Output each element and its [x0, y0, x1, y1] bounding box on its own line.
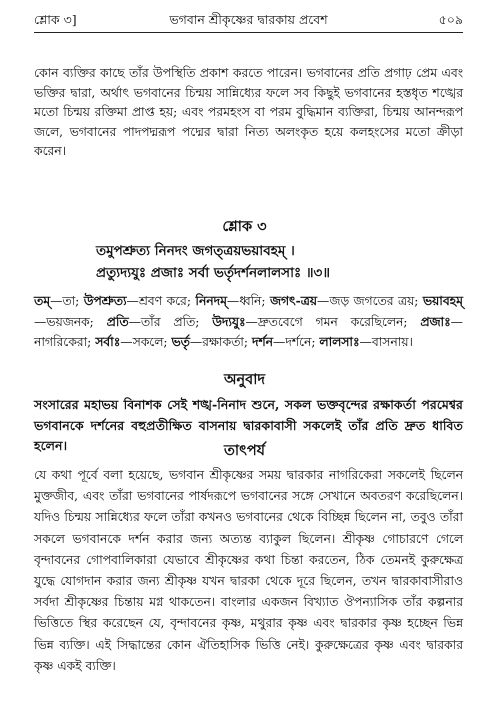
purport-paragraph: যে কথা পূর্বে বলা হয়েছে, ভগবান শ্রীকৃষ্ণের সময় দ্বারকার নাগরিকেরা সকলেই ছিলেন মুক্তজীব, এবং তাঁরা ভগবানের পার্ষদরূপে ভগবানের সঙ্গে সেখানে অবতরণ করেছিলেন। যদিও চিন্ময় সান্নিধ্যের ফলে তাঁরা কখনও ভগবানের থেকে বিচ্ছিন্ন ছিলেন না, তবুও তাঁরা সকলে ভগবানকে দর্শন করার জন্য অত্যন্ত ব্যাকুল ছিলেন। শ্রীকৃষ্ণ গোচারণে গেলে বৃন্দাবনের গোপবালিকারা যেভাবে শ্রীকৃষ্ণের কথা চিন্তা করতেন, ঠিক তেমনই কুরুক্ষেত্র যুদ্ধে যোগদান করার জন্য শ্রীকৃষ্ণ যখন দ্বারকা থেকে দূরে ছিলেন, তখন দ্বারকাবাসীরাও সর্বদা শ্রীকৃষ্ণের চিন্তায় মগ্ন থাকতেন। বাংলার একজন বিখ্যাত ঔপন্যাসিক তাঁর কল্পনার ভিত্তিতে স্থির করেছেন যে, বৃন্দাবনের কৃষ্ণ, মথুরার কৃষ্ণ এবং দ্বারকার কৃষ্ণ হচ্ছেন ভিন্ন ভিন্ন ব্যক্তি। এই সিদ্ধান্তের কোন ঐতিহাসিক ভিত্তি নেই। কুরুক্ষেত্রের কৃষ্ণ এবং দ্বারকার কৃষ্ণ একই ব্যক্তি।	[34, 468, 463, 673]
translation-heading: অনুবাদ	[223, 371, 266, 388]
synonym-meaning: সকলে	[132, 335, 164, 350]
running-head-chapter-title: ভগবান শ্রীকৃষ্ণের দ্বারকায় প্রবেশ	[169, 12, 328, 27]
synonym-term: প্রজাঃ	[420, 313, 451, 329]
intro-paragraph: কোন ব্যক্তির কাছে তাঁর উপস্থিতি প্রকাশ করতে পারেন। ভগবানের প্রতি প্রগাঢ় প্রেম এবং ভক্তির দ্বারা, অর্থাৎ ভগবানের চিন্ময় সান্নিধ্যের ফলে সব কিছুই ভগবানের হস্তধৃত শঙ্খের মতো চিন্ময় রক্তিমা প্রাপ্ত হয়; এবং পরমহংস বা পরম বুদ্ধিমান ব্যক্তিরা, চিন্ময় আনন্দরূপ জলে, ভগবানের পাদপদ্মরূপ পদ্মের দ্বারা নিত্য অলংকৃত হয়ে কলহংসের মতো ক্রীড়া করেন।	[34, 66, 463, 159]
purport-heading: তাৎপর্য	[223, 442, 266, 459]
running-head	[34, 10, 463, 30]
synonym-meaning: নাগরিকেরা	[34, 335, 88, 350]
synonym-meaning: দ্রুতবেগে গমন করেছিলেন	[257, 314, 404, 329]
verse-line: তমুপশ্রুত্য নিনদং জগত্ত্রয়ভয়াবহম্ ।	[96, 243, 295, 259]
synonym-meaning: জড় জগতের ত্রয়	[329, 294, 415, 308]
synonym-meaning: ভয়জনক	[46, 314, 90, 329]
header-rule	[34, 32, 463, 33]
page-number: ৫০৯	[438, 12, 463, 27]
synonym-term: উদ্যযুঃ	[212, 313, 246, 329]
synonym-term: ভর্তৃ	[171, 334, 190, 350]
running-head-verse-ref: শ্লোক ৩]	[34, 12, 77, 27]
verse-label: শ্লোক ৩	[222, 218, 267, 235]
word-for-word-synonyms: তম্—তা; উপশ্রুত্য—শ্রবণ করে; নিনদম্—ধ্বনি; জগৎ-ত্রয়—জড় জগতের ত্রয়; ভয়াবহম্—ভয়জনক; প্রতি—তাঁর প্রতি; উদ্যযুঃ—দ্রুতবেগে গমন করেছিলেন; প্রজাঃ—নাগরিকেরা; সর্বাঃ—সকলে; ভর্তৃ—রক্ষাকর্তা; দর্শন—দর্শনে; লালসাঃ—বাসনায়।	[34, 293, 463, 350]
synonym-term: দর্শন	[251, 334, 274, 350]
synonym-meaning: দর্শনে	[285, 335, 312, 350]
verse-line: প্রত্যুদ্যযুঃ প্রজাঃ সর্বা ভর্তৃদর্শনলালসাঃ ॥৩॥	[96, 265, 330, 281]
synonym-term: প্রতি	[106, 313, 129, 329]
synonym-meaning: শ্রবণ করে	[138, 294, 187, 308]
verse-text	[96, 240, 426, 284]
synonym-term: ভয়াবহম্	[422, 293, 463, 308]
synonym-term: তম্	[34, 293, 51, 308]
synonym-term: নিনদম্	[195, 293, 227, 308]
synonym-term: জগৎ-ত্রয়	[270, 293, 318, 308]
synonym-meaning: বাসনায়।	[371, 335, 413, 350]
synonym-meaning: ধ্বনি	[239, 294, 262, 308]
synonym-meaning: তাঁর প্রতি	[140, 314, 196, 329]
translation-text: সংসারের মহাভয় বিনাশক সেই শঙ্খ-নিনাদ শুনে, সকল ভক্তবৃন্দের রক্ষাকর্তা পরমেশ্বর ভগবানকে দর্শনের বহুপ্রতীক্ষিত বাসনায় দ্বারকাবাসী সকলেই তাঁর প্রতি দ্রুত ধাবিত হলেন।	[34, 397, 463, 453]
synonym-meaning: তা	[62, 294, 76, 308]
synonym-meaning: রক্ষাকর্তা	[202, 335, 244, 350]
purport-section	[34, 465, 463, 677]
synonym-term: সর্বাঃ	[95, 334, 121, 350]
synonym-term: উপশ্রুত্য	[83, 293, 127, 308]
synonym-term: লালসাঃ	[319, 334, 360, 350]
